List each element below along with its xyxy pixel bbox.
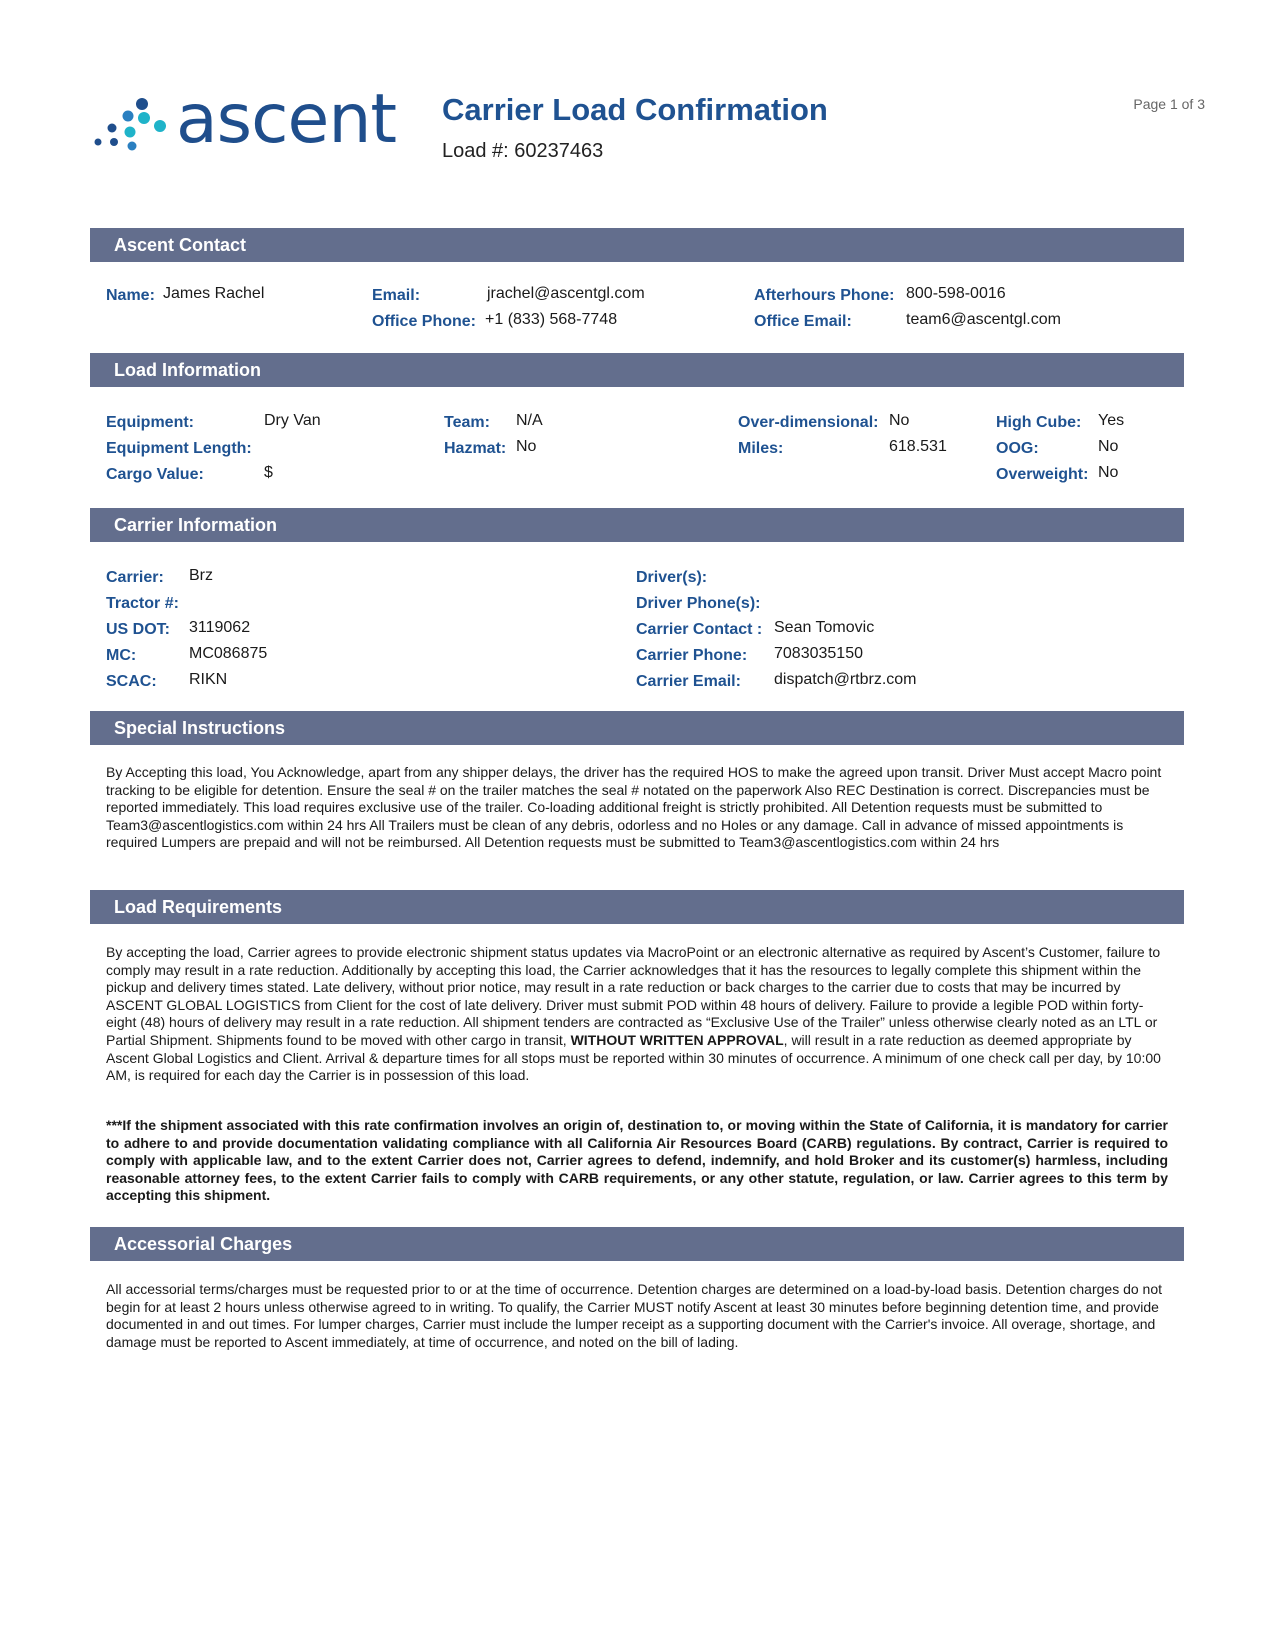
tractor-label: Tractor #:: [106, 595, 179, 612]
special-instructions-text: By Accepting this load, You Acknowledge, apart from any shipper delays, the driver has the required HOS to make the agreed upon transit. Driver Must accept Macro point tracking to be eligible for detention. Ensure the seal # on the trailer matches the seal # notated on the paperwork Also REC Destination is correct. Discrepancies must be reported immediately. This load requires exclusive use of the trailer. Co-loading additional freight is strictly prohibited. All Detention requests must be submitted to Team3@ascentlogistics.com within 24 hrs All Trailers must be clean of any debris, odorless and no Holes or any damage. Call in advance of missed appointments is required Lumpers are prepaid and will not be reimbursed. All Detention requests must be submitted to Team3@ascentlogistics.com within 24 hrs: [106, 764, 1162, 851]
accessorial-charges-text: All accessorial terms/charges must be requested prior to or at the time of occurrence. Detention charges are determined on a load-by-load basis. Detention charges do not begin for at least 2 hours unless otherwise agreed to in writing. To qualify, the Carrier MUST notify Ascent at least 30 minutes before beginning detention time, and provide documented in and out times. For lumper charges, Carrier must include the lumper receipt as a supporting document with the Carrier's invoice. All overage, shortage, and damage must be reported to Ascent immediately, at time of occurrence, and noted on the bill of lading.: [106, 1281, 1163, 1350]
miles-label: Miles:: [738, 440, 784, 457]
hazmat-value: No: [516, 438, 537, 455]
name-value: James Rachel: [163, 285, 265, 302]
carrier-information-heading: Carrier Information: [90, 508, 1184, 542]
load-number-value: 60237463: [514, 140, 604, 162]
high-cube-value: Yes: [1098, 412, 1125, 429]
email-value: jrachel@ascentgl.com: [487, 285, 645, 302]
office-phone-value: +1 (833) 568-7748: [485, 311, 618, 328]
load-number-label: Load #:: [442, 140, 509, 162]
office-email-label: Office Email:: [754, 313, 852, 330]
overweight-label: Overweight:: [996, 466, 1089, 483]
oog-label: OOG:: [996, 440, 1039, 457]
carrier-contact-label: Carrier Contact :: [636, 621, 763, 638]
overweight-value: No: [1098, 464, 1119, 481]
carrier-label: Carrier:: [106, 569, 164, 586]
mc-label: MC:: [106, 647, 137, 664]
cargo-value-value: $: [264, 464, 273, 481]
driver-phones-label: Driver Phone(s):: [636, 595, 761, 612]
logo-wordmark: ascent: [176, 80, 397, 159]
high-cube-label: High Cube:: [996, 414, 1082, 431]
ascent-logo: [92, 80, 412, 162]
load-requirements-text-part2: , will result in a rate reduction as deemed appropriate by Ascent Global Logistics and Client. Arrival & departure times for all stops must be reported within 30 minutes of occurrence. A minimum of one check call per day, by 10:00 AM, is required for each day the Carrier is in possession of this load.: [106, 1031, 1161, 1084]
load-requirements-heading: Load Requirements: [90, 890, 1184, 924]
cargo-value-label: Cargo Value:: [106, 466, 204, 483]
ascent-contact-heading: Ascent Contact: [90, 228, 1184, 262]
page-indicator: Page 1 of 3: [1133, 96, 1205, 112]
carrier-email-label: Carrier Email:: [636, 673, 741, 690]
accessorial-charges-heading: Accessorial Charges: [90, 1227, 1184, 1261]
load-number: [442, 140, 603, 163]
hazmat-label: Hazmat:: [444, 440, 507, 457]
miles-value: 618.531: [889, 438, 947, 455]
team-label: Team:: [444, 414, 490, 431]
carrier-phone-value: 7083035150: [774, 645, 863, 662]
office-email-value: team6@ascentgl.com: [906, 311, 1061, 328]
load-requirements-text: [106, 944, 1168, 1085]
equipment-label: Equipment:: [106, 414, 194, 431]
drivers-label: Driver(s):: [636, 569, 708, 586]
carrier-phone-label: Carrier Phone:: [636, 647, 748, 664]
office-phone-label: Office Phone:: [372, 313, 477, 330]
us-dot-label: US DOT:: [106, 621, 170, 638]
over-dimensional-value: No: [889, 412, 910, 429]
special-instructions-heading: Special Instructions: [90, 711, 1184, 745]
scac-value: RIKN: [189, 671, 228, 688]
carb-compliance-text: ***If the shipment associated with this rate confirmation involves an origin of, destination to, or moving within the State of California, it is mandatory for carrier to adhere to and provide documentation validating compliance with all California Air Resources Board (CARB) regulations. By contract, Carrier is required to comply with applicable law, and to the extent Carrier does not, Carrier agrees to defend, indemnify, and hold Broker and its customer(s) harmless, including reasonable attorney fees, to the extent Carrier fails to comply with CARB requirements, or any other statute, regulation, or law. Carrier agrees to this term by accepting this shipment.: [106, 1117, 1168, 1204]
us-dot-value: 3119062: [189, 619, 251, 636]
afterhours-phone-label: Afterhours Phone:: [754, 287, 895, 304]
carrier-email-value: dispatch@rtbrz.com: [774, 671, 917, 688]
load-information-heading: Load Information: [90, 353, 1184, 387]
over-dimensional-label: Over-dimensional:: [738, 414, 879, 431]
load-requirements-text-part1: By accepting the load, Carrier agrees to provide electronic shipment status updates via MacroPoint or an electronic alternative as required by Ascent’s Customer, failure to comply may result in a rate reduction. Additionally by accepting this load, the Carrier acknowledges that it has the resources to legally complete this shipment within the pickup and delivery times stated. Late delivery, without prior notice, may result in a rate reduction or back charges to the carrier due to costs that may be incurred by ASCENT GLOBAL LOGISTICS from Client for the cost of late delivery. Driver must submit POD within 48 hours of delivery. Failure to provide a legible POD within forty-eight (48) hours of delivery may result in a rate reduction. All shipment tenders are contracted as “Exclusive Use of the Trailer” unless otherwise clearly noted as an LTL or Partial Shipment. Shipments found to be moved with other cargo in transit,: [106, 944, 1161, 1048]
afterhours-phone-value: 800-598-0016: [906, 285, 1006, 302]
ascent-logo-dots-icon: [92, 96, 172, 156]
scac-label: SCAC:: [106, 673, 157, 690]
load-requirements-text-bold: WITHOUT WRITTEN APPROVAL: [570, 1031, 784, 1048]
equipment-length-label: Equipment Length:: [106, 440, 252, 457]
mc-value: MC086875: [189, 645, 268, 662]
document-title: Carrier Load Confirmation: [442, 92, 828, 127]
equipment-value: Dry Van: [264, 412, 321, 429]
email-label: Email:: [372, 287, 421, 304]
carrier-contact-value: Sean Tomovic: [774, 619, 875, 636]
name-label: Name:: [106, 287, 155, 304]
oog-value: No: [1098, 438, 1119, 455]
team-value: N/A: [516, 412, 543, 429]
carrier-value: Brz: [189, 567, 213, 584]
